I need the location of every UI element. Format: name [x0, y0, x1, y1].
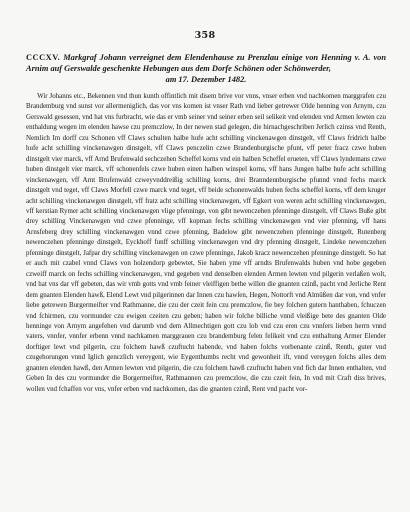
document-body: Wir Johanns etc., Bekennen vnd thun kunth offintlich mit disem brive vor vnns, vnser erben vnd nachkomen marggrafen czu Brandemburg vnd sunst vor allermeniglich, das vor vns komen ist vnser Rath vnd lieber getrewer Olde henning von Arnym, czu Gerswald gesessen, vnd hat vns furbracht, wie das er vmb seiner vnd seiner erben seil selikeit vnd elenden vnd Armen lewten czu enthaldung wegen im elenden hawse czu premczlow, In der newen stad gelegen, die hirnachgeschriben Jerlich czinss vnd Renth, Nemlich Im dorff czu Schonen vff Claws schulten halbe hufe acht schilling vinckenawgen dinstgelt, vff Claws fridrich halbe hufe acht schilling vinckenawgen dinstgelt, vff Claws penczelin czwe Brandenburgische pfunt, vff peter fracz czwe huben dinstgelt vier marck, vff Arnd Brufenwald sechczehen Scheffel korns vnd ein halben Scheffel erueten, vff Claws lyndemans czwe huben dinstgelt vier marck, vff schonenfels czwe huben einen halben winspel korns, vff hans Jungen halbe hufe acht schilling vinckenawgen, vff Arnt Brufenwald czweyvnddreißig schilling korns, drei Branndennburgische pfunnd vnnd fechs marck dinstgelt vnd teget, vff Claws Morfell czwe marck vnd teget, vff beide schonenwalds huben fechs scheffel korns, vff dem kruger acht schilling vinckenawgen dinstgelt, vff fratz acht schilling vinckenawgen, vff Egkert von weren acht schilling vinckenawgen, vff kerstian Rymer acht schilling vinckenawgen vlige pfenninge, von gibt newenczehen pfenninge dinstgelt, vff Claws Buße gibt drey schilling Vinckenawgen vnd czwe pfenninge, vff kopman fechs schilling vinckenawgen vnd vier pfenning, vff hans Arnsfeberg drey schilling vinckenawgen vnnd czwe pfenning, Badelow gibt newenczehen pfenninge dinstgelt, Rutenberg newenczehen pfenninge dinstgelt, Eyckhoff funff schilling vinckenawgen vnd dry pfenning dinstgelt, Lindeke newenczehen pfenninge dinstgelt, Jafpar dry schilling vinckenawgen on czwe pfenninge, Jakob kracz newenczehen pfenninge dinstgelt. So hat er auch mit czabel vnnd Claws von holzendorp gebewtet, Sie haben yme vff arndts Brufenwalds huben vnd hobe gegeben czweiff marck on fechs schilling vinckenawgen, vnd gegeben vnd denselben elenden Armen lewten vnd pilgerin verlaßen wolt, vnd hat vns dar vff gebeten, das wir vmb gotts vnd vmb feiner vleiffigen bethe willen die gnanten czinß, pacht vnd Jerliche Rent dem gnanten Elenden hawß, Elend Lewt vnd pilgerinnen dar Innen czu hawſen, Hegen, Nottorft vnd Almüßen dar von, vnd vnfer liebe getrewen Burgermeifter vnd Rathmanne, die czu der czeit fein czu premczlow, fie bey folchen gutern hanthaben, fchuczen vnd fchirmen, czu vormunder czu ewigen czeiten czu geben; haben wir folche billiche vnnd vleißige bete des gnanten Olde henninge von Arnym angefehen vnd darumb vnd dem Allmechtigen gott czu lob vnd czu eren czu vnnfers lieben herrn vnnd vaters, vnnfer, vnnfer erbenn vnnd nachkamen marggrauen czu brandemburg felen felikeit vnd czu enthaltung Armer Elender dorftiger lewt vnd pilgerin, czu folchem hawß czuftucht habende, vnd haben folchs vorbenante czinß, Renth, guter vnd czugehorungen vnnd Iglich genczlich vereygent, wie Eygenthumbs recht vnd gewonheit ift, vnnd vereygen folchs alles dem gnanten elenden hawß, den Armen lewten vnd pilgerin, die czu folchem hawß czuftucht haben vnd fich dar Innen enthalten, vnd Geben In des czu vormunder die Borgermeifter, Rathmannen czu premczlow, die czu czeit fein, In vnd mit Craft diss brives, wollen vnd fchaffen vor vns, vnfer erben vnd nachkomen, das die gnanten czinß, Rent vnd pacht vor- [26, 92, 386, 393]
page-number: 358 [194, 30, 216, 41]
heading-title: Markgraf Johann verreignet dem Elendenhause zu Prenzlau einige von Henning v. A. von Arnim auf Gerswalde geschenkte Hebungen aus dem Dorfe Schönen oder Schönwerder, [26, 53, 387, 74]
document-heading [26, 52, 386, 86]
heading-number: CCCXV. [26, 53, 61, 62]
heading-date: am 17. Dezember 1482. [165, 75, 247, 85]
